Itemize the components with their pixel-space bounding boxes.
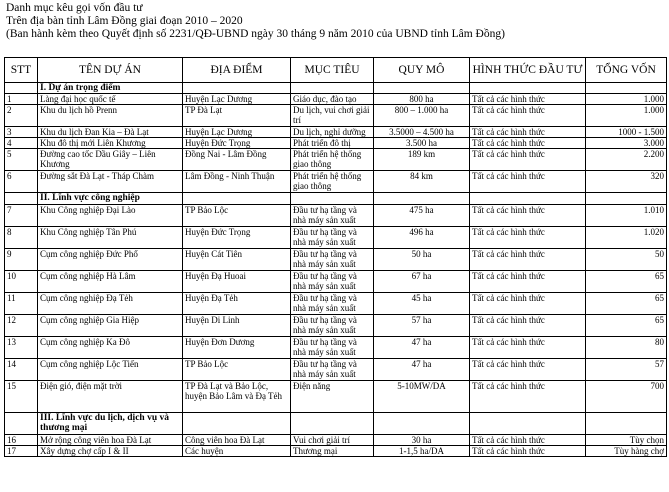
table-row [5, 94, 667, 105]
project-name-cell: Cụm công nghiệp Đức Phổ [38, 249, 183, 271]
empty-cell [470, 193, 586, 205]
total-capital-cell: 65 [586, 271, 667, 293]
location-cell: Huyện Lạc Dương [183, 94, 291, 105]
stt-cell: 7 [5, 205, 38, 227]
project-name-cell: Cụm công nghiệp Lộc Tiến [38, 359, 183, 381]
stt-cell: 5 [5, 149, 38, 171]
investment-form-cell: Tất cả các hình thức [470, 359, 586, 381]
document-heading-line1: Danh mục kêu gọi vốn đầu tư [6, 2, 143, 14]
goal-cell: Vui chơi giải trí [291, 435, 374, 446]
column-header-goal: MỤC TIÊU [291, 58, 374, 83]
column-header-total-capital: TỔNG VỐN [586, 58, 667, 83]
location-cell: Huyện Đơn Dương [183, 337, 291, 359]
stt-cell: 6 [5, 171, 38, 193]
column-header-investment-form: HÌNH THỨC ĐẦU TƯ [470, 58, 586, 83]
scale-cell: 496 ha [374, 227, 470, 249]
total-capital-cell: 700 [586, 381, 667, 413]
scale-cell: 47 ha [374, 359, 470, 381]
empty-cell [291, 193, 374, 205]
empty-cell [183, 193, 291, 205]
location-cell: Huyện Đức Trọng [183, 138, 291, 149]
investment-form-cell: Tất cả các hình thức [470, 227, 586, 249]
location-cell: Lâm Đồng - Ninh Thuận [183, 171, 291, 193]
location-cell: Huyện Cát Tiên [183, 249, 291, 271]
scale-cell: 50 ha [374, 249, 470, 271]
investment-form-cell: Tất cả các hình thức [470, 105, 586, 127]
goal-cell: Du lịch, vui chơi giải trí [291, 105, 374, 127]
goal-cell: Đầu tư hạ tầng và nhà máy sản xuất [291, 359, 374, 381]
project-name-cell: Cụm công nghiệp Ka Đô [38, 337, 183, 359]
table-row [5, 293, 667, 315]
investment-form-cell: Tất cả các hình thức [470, 249, 586, 271]
document-heading-line3: (Ban hành kèm theo Quyết định số 2231/QĐ-UBND ngày 30 tháng 9 năm 2010 của UBND tỉnh Lâm Đồng) [6, 28, 505, 40]
total-capital-cell: 50 [586, 249, 667, 271]
location-cell: Huyện Lạc Dương [183, 127, 291, 138]
total-capital-cell: 80 [586, 337, 667, 359]
goal-cell: Đầu tư hạ tầng và nhà máy sản xuất [291, 271, 374, 293]
section-row [5, 413, 667, 435]
total-capital-cell: 65 [586, 293, 667, 315]
scale-cell: 47 ha [374, 337, 470, 359]
investment-form-cell: Tất cả các hình thức [470, 337, 586, 359]
total-capital-cell: Tùy hàng chợ [586, 446, 667, 457]
empty-cell [183, 83, 291, 94]
table-row [5, 359, 667, 381]
section-stt-cell [5, 193, 38, 205]
stt-cell: 10 [5, 271, 38, 293]
project-name-cell: Khu du lịch hồ Prenn [38, 105, 183, 127]
stt-cell: 17 [5, 446, 38, 457]
investment-projects-table [4, 57, 667, 457]
empty-cell [470, 83, 586, 94]
goal-cell: Du lịch, nghỉ dưỡng [291, 127, 374, 138]
stt-cell: 12 [5, 315, 38, 337]
goal-cell: Đầu tư hạ tầng và nhà máy sản xuất [291, 249, 374, 271]
total-capital-cell: 1.010 [586, 205, 667, 227]
total-capital-cell: 3.000 [586, 138, 667, 149]
table-row [5, 337, 667, 359]
table-header-row [5, 58, 667, 83]
project-name-cell: Khu đô thị mới Liên Khương [38, 138, 183, 149]
table-row [5, 205, 667, 227]
total-capital-cell: Tùy chọn [586, 435, 667, 446]
project-name-cell: Mở rộng công viên hoa Đà Lạt [38, 435, 183, 446]
goal-cell: Đầu tư hạ tầng và nhà máy sản xuất [291, 205, 374, 227]
total-capital-cell: 57 [586, 359, 667, 381]
scale-cell: 475 ha [374, 205, 470, 227]
project-name-cell: Khu Công nghiệp Tân Phú [38, 227, 183, 249]
investment-form-cell: Tất cả các hình thức [470, 205, 586, 227]
column-header-project-name: TÊN DỰ ÁN [38, 58, 183, 83]
scale-cell: 57 ha [374, 315, 470, 337]
investment-form-cell: Tất cả các hình thức [470, 149, 586, 171]
table-row [5, 446, 667, 457]
empty-cell [374, 83, 470, 94]
project-name-cell: Cụm công nghiệp Hà Lâm [38, 271, 183, 293]
project-name-cell: Đường sắt Đà Lạt - Tháp Chàm [38, 171, 183, 193]
table-row [5, 271, 667, 293]
investment-form-cell: Tất cả các hình thức [470, 435, 586, 446]
section-title: I. Dự án trọng điểm [38, 83, 183, 94]
goal-cell: Phát triển hệ thống giao thông [291, 149, 374, 171]
location-cell: Công viên hoa Đà Lạt [183, 435, 291, 446]
investment-form-cell: Tất cả các hình thức [470, 381, 586, 413]
goal-cell: Phát triển đô thị [291, 138, 374, 149]
project-name-cell: Điện gió, điện mặt trời [38, 381, 183, 413]
investment-form-cell: Tất cả các hình thức [470, 127, 586, 138]
table-row [5, 127, 667, 138]
document-heading-line2: Trên địa bàn tỉnh Lâm Đồng giai đoạn 2010 – 2020 [6, 15, 243, 27]
table-row [5, 138, 667, 149]
stt-cell: 3 [5, 127, 38, 138]
investment-form-cell: Tất cả các hình thức [470, 315, 586, 337]
goal-cell: Phát triển hệ thống giao thông [291, 171, 374, 193]
goal-cell: Đầu tư hạ tầng và nhà máy sản xuất [291, 315, 374, 337]
scale-cell: 30 ha [374, 435, 470, 446]
table-body [5, 83, 667, 457]
total-capital-cell: 320 [586, 171, 667, 193]
section-row [5, 193, 667, 205]
table-row [5, 435, 667, 446]
scale-cell: 84 km [374, 171, 470, 193]
total-capital-cell: 1.000 [586, 94, 667, 105]
stt-cell: 11 [5, 293, 38, 315]
scale-cell: 45 ha [374, 293, 470, 315]
project-name-cell: Khu Công nghiệp Đại Lào [38, 205, 183, 227]
scale-cell: 1-1,5 ha/DA [374, 446, 470, 457]
project-name-cell: Xây dựng chợ cấp I & II [38, 446, 183, 457]
location-cell: Đồng Nai - Lâm Đồng [183, 149, 291, 171]
stt-cell: 1 [5, 94, 38, 105]
scale-cell: 3.5000 – 4.500 ha [374, 127, 470, 138]
stt-cell: 4 [5, 138, 38, 149]
goal-cell: Thương mại [291, 446, 374, 457]
stt-cell: 15 [5, 381, 38, 413]
project-name-cell: Làng đại học quốc tế [38, 94, 183, 105]
total-capital-cell: 2.200 [586, 149, 667, 171]
empty-cell [470, 413, 586, 435]
location-cell: TP Đà Lạt [183, 105, 291, 127]
scale-cell: 3.500 ha [374, 138, 470, 149]
column-header-scale: QUY MÔ [374, 58, 470, 83]
investment-form-cell: Tất cả các hình thức [470, 94, 586, 105]
column-header-stt: STT [5, 58, 38, 83]
project-name-cell: Cụm công nghiệp Đạ Tẻh [38, 293, 183, 315]
empty-cell [586, 193, 667, 205]
investment-form-cell: Tất cả các hình thức [470, 293, 586, 315]
investment-form-cell: Tất cả các hình thức [470, 271, 586, 293]
table-row [5, 149, 667, 171]
location-cell: Huyện Đức Trọng [183, 227, 291, 249]
location-cell: Huyện Đạ Huoai [183, 271, 291, 293]
project-name-cell: Khu du lịch Đan Kia – Đà Lạt [38, 127, 183, 138]
investment-form-cell: Tất cả các hình thức [470, 138, 586, 149]
scale-cell: 5-10MW/DA [374, 381, 470, 413]
empty-cell [183, 413, 291, 435]
total-capital-cell: 65 [586, 315, 667, 337]
goal-cell: Giáo dục, đào tạo [291, 94, 374, 105]
total-capital-cell: 1000 - 1.500 [586, 127, 667, 138]
scale-cell: 800 – 1.000 ha [374, 105, 470, 127]
scale-cell: 189 km [374, 149, 470, 171]
location-cell: Huyện Di Linh [183, 315, 291, 337]
table-row [5, 227, 667, 249]
section-title: II. Lĩnh vực công nghiệp [38, 193, 183, 205]
table-row [5, 105, 667, 127]
location-cell: Các huyện [183, 446, 291, 457]
location-cell: Huyện Đạ Tẻh [183, 293, 291, 315]
total-capital-cell: 1.000 [586, 105, 667, 127]
section-stt-cell [5, 83, 38, 94]
table-row [5, 249, 667, 271]
scale-cell: 800 ha [374, 94, 470, 105]
table-row [5, 171, 667, 193]
section-stt-cell [5, 413, 38, 435]
investment-form-cell: Tất cả các hình thức [470, 171, 586, 193]
location-cell: TP Đà Lạt và Bảo Lộc, huyện Bảo Lâm và Đạ Tẻh [183, 381, 291, 413]
empty-cell [374, 193, 470, 205]
goal-cell: Đầu tư hạ tầng và nhà máy sản xuất [291, 337, 374, 359]
goal-cell: Đầu tư hạ tầng và nhà máy sản xuất [291, 227, 374, 249]
location-cell: TP Bảo Lộc [183, 205, 291, 227]
total-capital-cell: 1.020 [586, 227, 667, 249]
goal-cell: Điện năng [291, 381, 374, 413]
investment-form-cell: Tất cả các hình thức [470, 446, 586, 457]
stt-cell: 2 [5, 105, 38, 127]
section-title: III. Lĩnh vực du lịch, dịch vụ và thương mại [38, 413, 183, 435]
empty-cell [586, 413, 667, 435]
stt-cell: 14 [5, 359, 38, 381]
empty-cell [291, 83, 374, 94]
project-name-cell: Cụm công nghiệp Gia Hiệp [38, 315, 183, 337]
stt-cell: 16 [5, 435, 38, 446]
table-row [5, 381, 667, 413]
stt-cell: 9 [5, 249, 38, 271]
empty-cell [586, 83, 667, 94]
goal-cell: Đầu tư hạ tầng và nhà máy sản xuất [291, 293, 374, 315]
stt-cell: 8 [5, 227, 38, 249]
project-name-cell: Đường cao tốc Dầu Giây – Liên Khương [38, 149, 183, 171]
column-header-location: ĐỊA ĐIỂM [183, 58, 291, 83]
scale-cell: 67 ha [374, 271, 470, 293]
section-row [5, 83, 667, 94]
table-row [5, 315, 667, 337]
empty-cell [291, 413, 374, 435]
location-cell: TP Bảo Lộc [183, 359, 291, 381]
stt-cell: 13 [5, 337, 38, 359]
empty-cell [374, 413, 470, 435]
